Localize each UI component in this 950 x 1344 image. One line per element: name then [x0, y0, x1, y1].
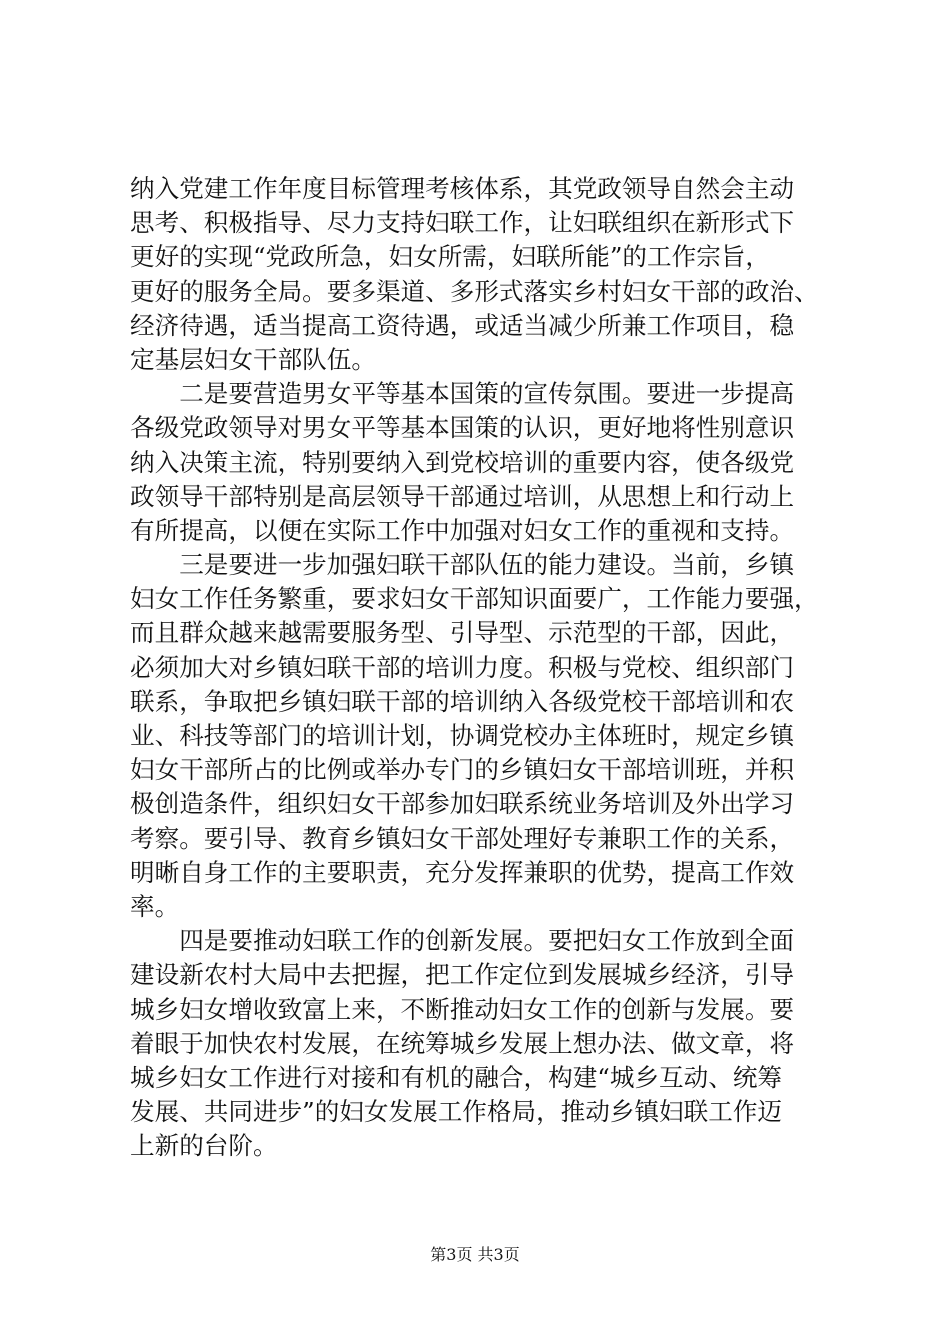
text-line: 更好的服务全局。要多渠道、多形式落实乡村妇女干部的政治、 — [130, 276, 819, 306]
text-line: 着眼于加快农村发展，在统筹城乡发展上想办法、做文章，将 — [130, 1028, 795, 1058]
text-line: 城乡妇女增收致富上来，不断推动妇女工作的创新与发展。要 — [130, 994, 795, 1024]
document-body — [130, 172, 846, 1163]
text-line: 各级党政领导对男女平等基本国策的认识，更好地将性别意识 — [130, 413, 795, 443]
text-line: 率。 — [130, 891, 180, 921]
text-line: 妇女干部所占的比例或举办专门的乡镇妇女干部培训班，并积 — [130, 755, 795, 785]
text-line: 更好的实现“党政所急，妇女所需，妇联所能”的工作宗旨， — [130, 242, 770, 272]
text-line: 四是要推动妇联工作的创新发展。要把妇女工作放到全面 — [130, 926, 795, 956]
text-line: 而且群众越来越需要服务型、引导型、示范型的干部，因此， — [130, 618, 795, 648]
text-line: 发展、共同进步”的妇女发展工作格局，推动乡镇妇联工作迈 — [130, 1097, 783, 1127]
text-line: 有所提高，以便在实际工作中加强对妇女工作的重视和支持。 — [130, 515, 795, 545]
text-line: 业、科技等部门的培训计划，协调党校办主体班时，规定乡镇 — [130, 721, 795, 750]
text-line: 三是要进一步加强妇联干部队伍的能力建设。当前，乡镇 — [130, 550, 795, 580]
text-line: 联系，争取把乡镇妇联干部的培训纳入各级党校干部培训和农 — [130, 686, 795, 716]
text-line: 考察。要引导、教育乡镇妇女干部处理好专兼职工作的关系， — [130, 823, 795, 853]
text-line: 城乡妇女工作进行对接和有机的融合，构建“城乡互动、统筹 — [130, 1062, 783, 1092]
text-line: 建设新农村大局中去把握，把工作定位到发展城乡经济，引导 — [130, 960, 795, 990]
text-line: 极创造条件，组织妇女干部参加妇联系统业务培训及外出学习 — [130, 789, 795, 819]
text-line: 妇女工作任务繁重，要求妇女干部知识面要广，工作能力要强， — [130, 584, 819, 614]
text-line: 纳入决策主流，特别要纳入到党校培训的重要内容，使各级党 — [130, 447, 795, 477]
text-line: 经济待遇，适当提高工资待遇，或适当减少所兼工作项目，稳 — [130, 310, 795, 340]
text-line: 纳入党建工作年度目标管理考核体系，其党政领导自然会主动 — [130, 174, 795, 203]
page-footer — [0, 1244, 950, 1266]
text-line: 明晰自身工作的主要职责，充分发挥兼职的优势，提高工作效 — [130, 857, 795, 887]
page-number: 第3页 共3页 — [430, 1245, 520, 1264]
text-line: 政领导干部特别是高层领导干部通过培训，从思想上和行动上 — [130, 481, 795, 511]
text-line: 思考、积极指导、尽力支持妇联工作，让妇联组织在新形式下 — [130, 208, 795, 238]
text-line: 定基层妇女干部队伍。 — [130, 344, 376, 374]
text-line: 上新的台阶。 — [130, 1131, 278, 1161]
text-line: 二是要营造男女平等基本国策的宣传氛围。要进一步提高 — [130, 379, 795, 409]
text-line: 必须加大对乡镇妇联干部的培训力度。积极与党校、组织部门 — [130, 652, 795, 682]
